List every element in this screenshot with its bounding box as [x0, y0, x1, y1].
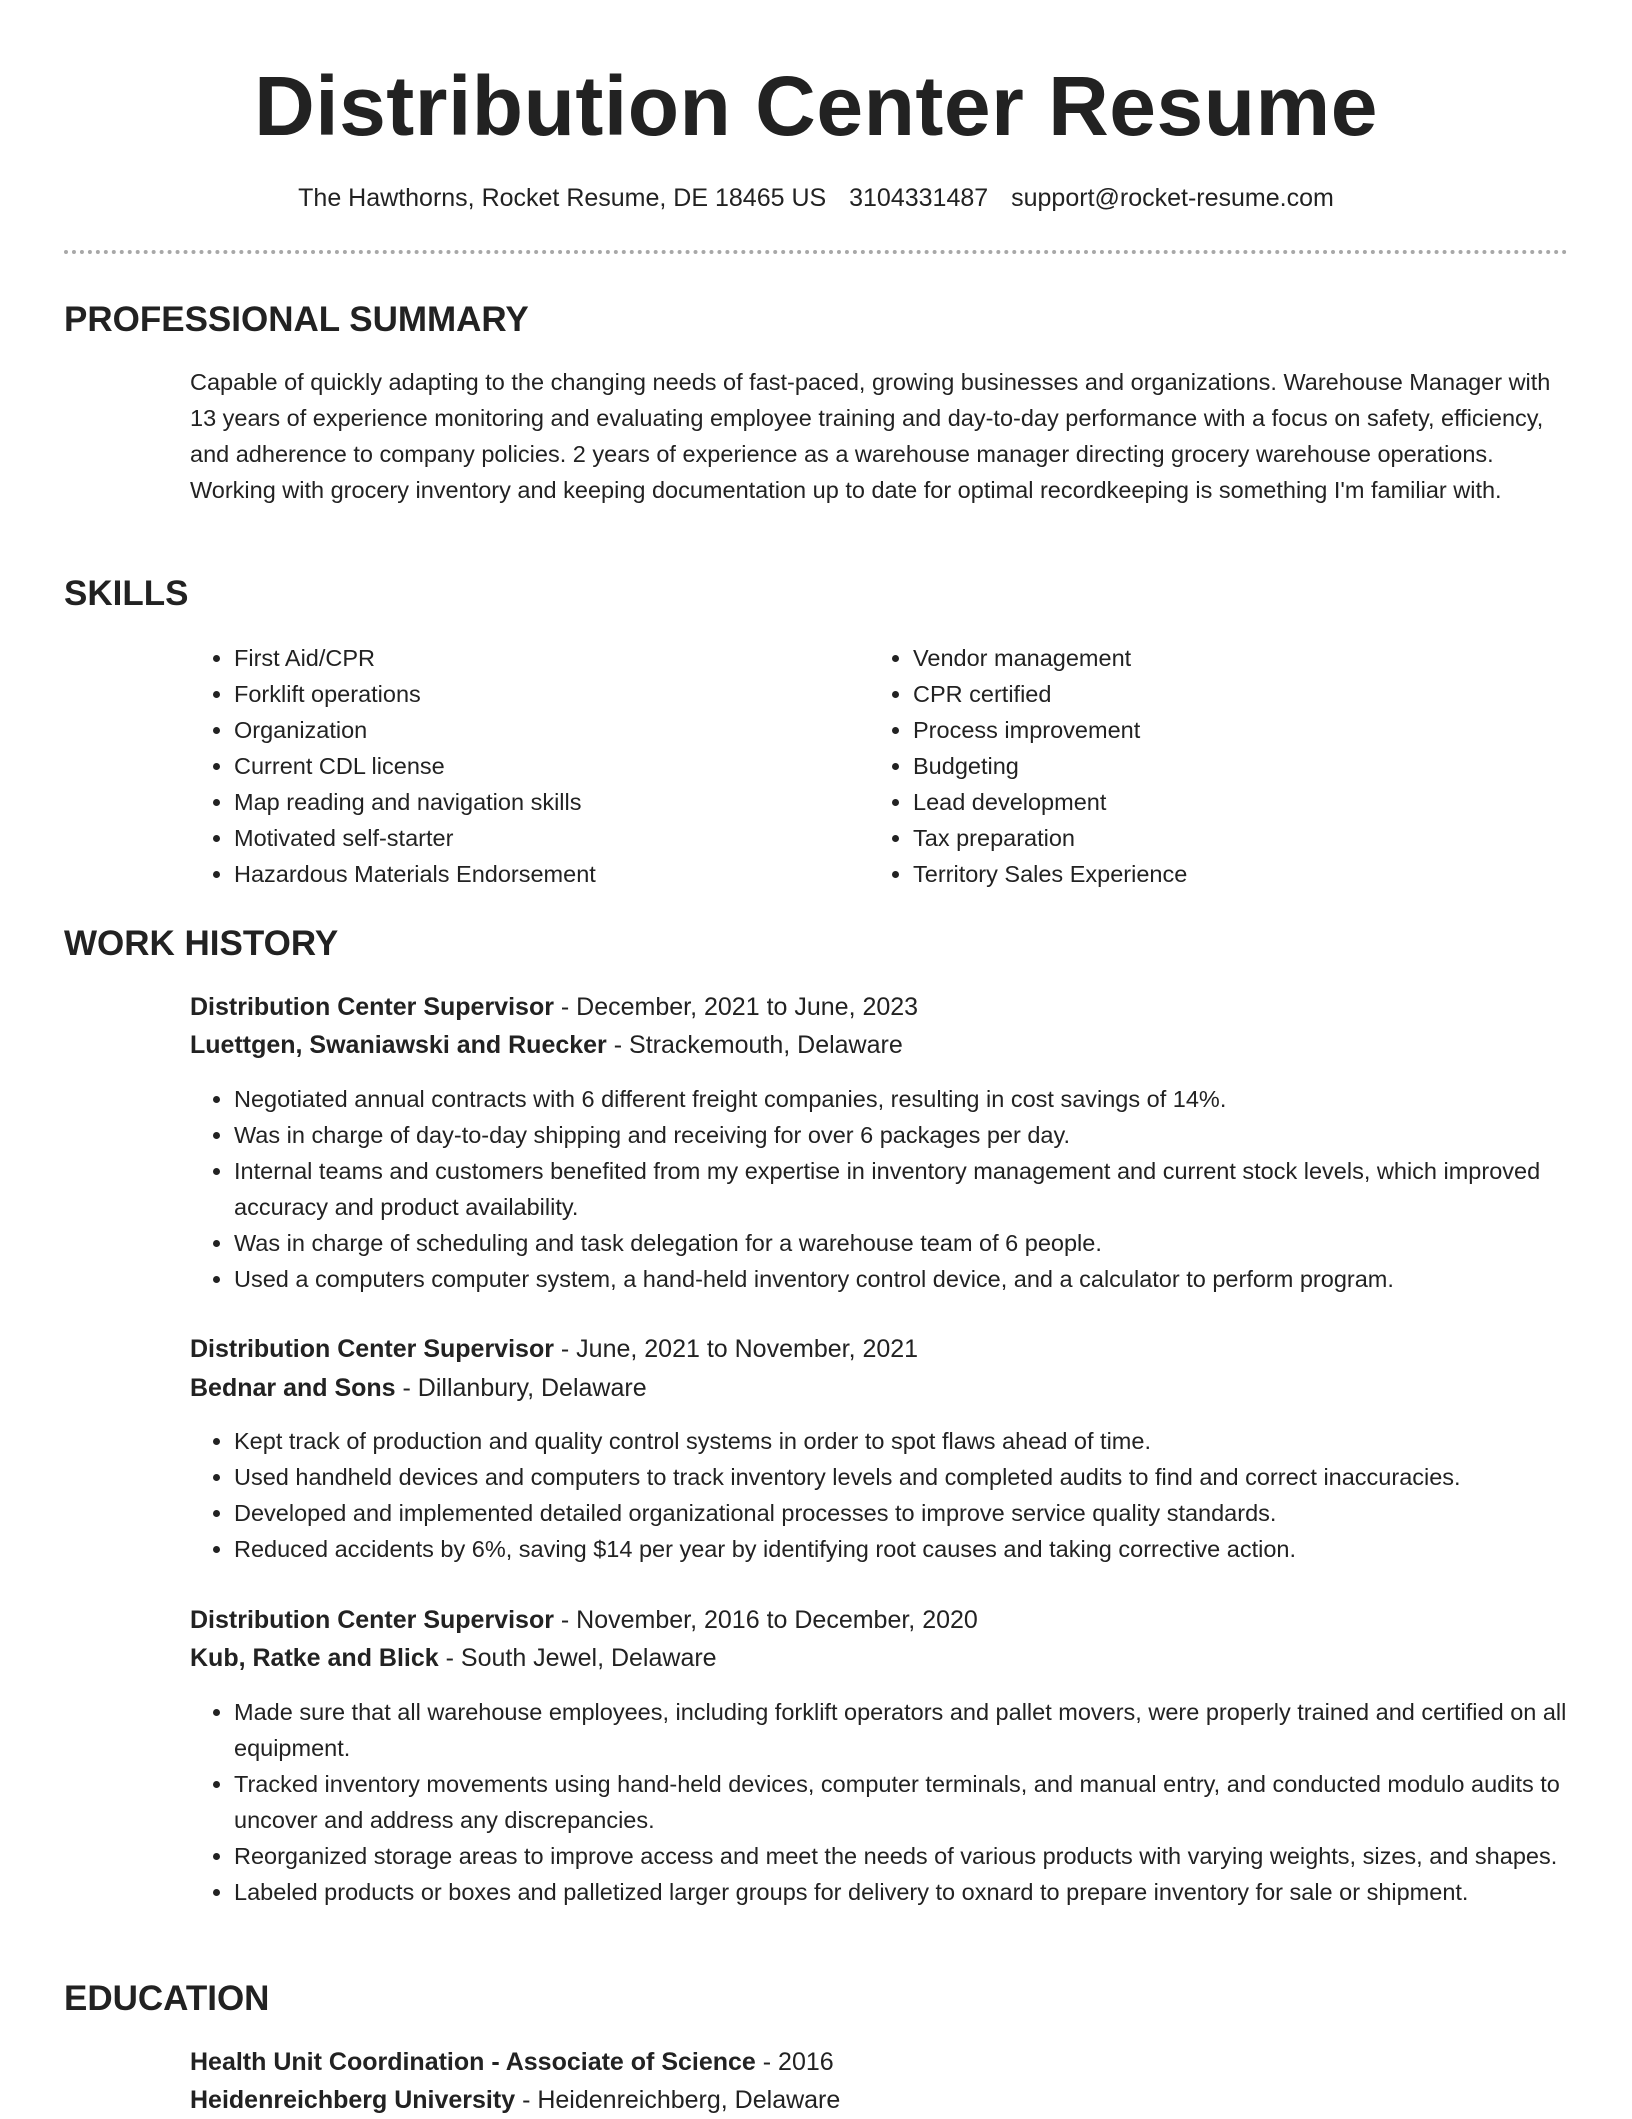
skills-right-column: [869, 640, 1509, 892]
job-location: - Dillanbury, Delaware: [395, 1374, 647, 1402]
resume-title: Distribution Center Resume: [254, 59, 1378, 153]
job-duty: • Made sure that all warehouse employees, including forklift operators and pallet movers, were properly trained and certified on all equipment.: [234, 1694, 1570, 1766]
skill-item: • Motivated self-starter: [234, 820, 830, 856]
job-company-line: [190, 1369, 647, 1407]
skill-item: • Forklift operations: [234, 676, 830, 712]
job-duty: • Internal teams and customers benefited from my expertise in inventory management and current stock levels, which improved accuracy and product availability.: [234, 1153, 1570, 1225]
header-divider: [64, 250, 1568, 254]
job-dates: - June, 2021 to November, 2021: [553, 1335, 919, 1363]
skills-right-list: [869, 640, 1509, 892]
contact-email: support@rocket-resume.com: [1011, 184, 1334, 212]
job-duty: • Labeled products or boxes and palletized larger groups for delivery to oxnard to prepare inventory for sale or shipment.: [234, 1874, 1570, 1910]
education-degree-line: [190, 2043, 834, 2081]
job-duty: • Used handheld devices and computers to track inventory levels and completed audits to find and correct inaccuracies.: [234, 1459, 1570, 1495]
job-duty: • Negotiated annual contracts with 6 different freight companies, resulting in cost savings of 14%.: [234, 1081, 1570, 1117]
job-duties: [190, 1694, 1570, 1910]
job-company-line: [190, 1639, 717, 1677]
job-title: Distribution Center Supervisor: [190, 993, 554, 1021]
job-title-line: [190, 1601, 978, 1639]
education-school-line: [190, 2081, 840, 2119]
summary-heading: PROFESSIONAL SUMMARY: [64, 300, 529, 339]
job-duty: • Reorganized storage areas to improve access and meet the needs of various products with varying weights, sizes, and shapes.: [234, 1838, 1570, 1874]
contact-line: [0, 180, 1632, 216]
skill-item: • Organization: [234, 712, 830, 748]
job-title: Distribution Center Supervisor: [190, 1606, 554, 1634]
job-duties-list: [190, 1081, 1570, 1297]
job-duty: • Used a computers computer system, a hand-held inventory control device, and a calculator to perform program.: [234, 1261, 1570, 1297]
skill-item: • Vendor management: [913, 640, 1509, 676]
skill-item: • Hazardous Materials Endorsement: [234, 856, 830, 892]
job-duty: • Was in charge of scheduling and task delegation for a warehouse team of 6 people.: [234, 1225, 1570, 1261]
education-school: Heidenreichberg University: [190, 2086, 516, 2114]
job-company: Luettgen, Swaniawski and Ruecker: [190, 1031, 607, 1059]
skill-item: • Process improvement: [913, 712, 1509, 748]
skill-item: • Budgeting: [913, 748, 1509, 784]
job-duties: [190, 1081, 1570, 1297]
education-degree: Health Unit Coordination - Associate of Science: [190, 2048, 756, 2076]
skills-heading: SKILLS: [64, 574, 189, 613]
job-duties-list: [190, 1694, 1570, 1910]
job-duty: • Was in charge of day-to-day shipping and receiving for over 6 packages per day.: [234, 1117, 1570, 1153]
contact-phone: 3104331487: [849, 184, 989, 212]
skill-item: • Tax preparation: [913, 820, 1509, 856]
skill-item: • Map reading and navigation skills: [234, 784, 830, 820]
skill-item: • First Aid/CPR: [234, 640, 830, 676]
job-dates: - December, 2021 to June, 2023: [553, 993, 919, 1021]
job-duty: • Developed and implemented detailed organizational processes to improve service quality standards.: [234, 1495, 1570, 1531]
skills-left-column: [190, 640, 830, 892]
job-company-line: [190, 1026, 903, 1064]
skills-left-list: [190, 640, 830, 892]
job-duty: • Kept track of production and quality control systems in order to spot flaws ahead of time.: [234, 1423, 1570, 1459]
job-dates: - November, 2016 to December, 2020: [553, 1606, 978, 1634]
education-heading: EDUCATION: [64, 1979, 270, 2018]
job-duty: • Tracked inventory movements using hand-held devices, computer terminals, and manual entry, and conducted modulo audits to uncover and address any discrepancies.: [234, 1766, 1570, 1838]
education-location: - Heidenreichberg, Delaware: [515, 2086, 841, 2114]
education-year: - 2016: [755, 2048, 834, 2076]
job-company: Kub, Ratke and Blick: [190, 1644, 439, 1672]
skill-item: • Territory Sales Experience: [913, 856, 1509, 892]
job-duty: • Reduced accidents by 6%, saving $14 per year by identifying root causes and taking corrective action.: [234, 1531, 1570, 1567]
skill-item: • Lead development: [913, 784, 1509, 820]
job-title-line: [190, 988, 918, 1026]
summary-text: Capable of quickly adapting to the changing needs of fast-paced, growing businesses and organizations. Warehouse Manager with 13 years of experience monitoring and evaluating employee training and day-to-day performance with a focus on safety, efficiency, and adherence to company policies. 2 years of experience as a warehouse manager directing grocery warehouse operations. Working with grocery inventory and keeping documentation up to date for optimal recordkeeping is something I'm familiar with.: [190, 369, 1551, 503]
job-title-line: [190, 1330, 918, 1368]
job-location: - Strackemouth, Delaware: [606, 1031, 903, 1059]
job-location: - South Jewel, Delaware: [438, 1644, 717, 1672]
job-duties-list: [190, 1423, 1570, 1567]
contact-address: The Hawthorns, Rocket Resume, DE 18465 US: [298, 184, 827, 212]
job-title: Distribution Center Supervisor: [190, 1335, 554, 1363]
job-company: Bednar and Sons: [190, 1374, 396, 1402]
skill-item: • Current CDL license: [234, 748, 830, 784]
skill-item: • CPR certified: [913, 676, 1509, 712]
job-duties: [190, 1423, 1570, 1567]
work-history-heading: WORK HISTORY: [64, 924, 339, 963]
